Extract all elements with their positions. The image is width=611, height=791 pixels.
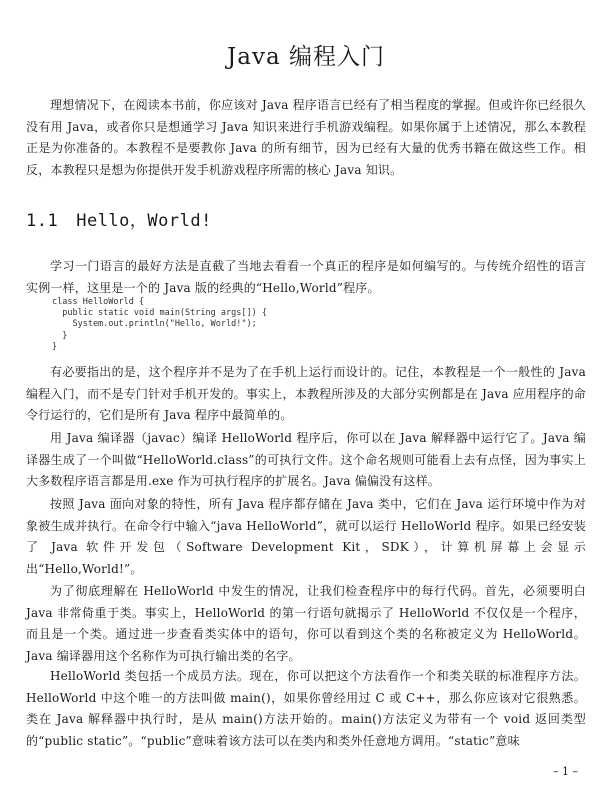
code-block — [52, 297, 267, 353]
section-number: 1.1 — [26, 211, 59, 231]
paragraph: 为了彻底理解在 HelloWorld 中发生的情况，让我们检查程序中的每行代码。首先，必须要明白 Java 非常倚重于类。事实上，HelloWorld 的第一行语句就揭示了 HelloWorld 不仅仅是一个程序，而且是一个类。通过进一步查看类实体中的语句，你可以看到这个类的名称被定义为 HelloWorld。Java 编译器用这个名称作为可执行输出类的名字。 — [26, 584, 586, 663]
document-page — [26, 0, 586, 791]
paragraph: HelloWorld 类包括一个成员方法。现在，你可以把这个方法看作一个和类关联的标准程序方法。HelloWorld 中这个唯一的方法叫做 main()，如果你曾经用过 C 或 C++，那么你应该对它很熟悉。类在 Java 解释器中执行时，是从 main()方法开始的。main()方法定义为带有一个 void 返回类型的“public static”。“public”意味着该方法可以在类内和类外任意地方调用。“static”意味 — [26, 669, 586, 748]
paragraph: 有必要指出的是，这个程序并不是为了在手机上运行而设计的。记住，本教程是一个一般性的 Java 编程入门，而不是专门针对手机开发的。事实上，本教程所涉及的大部分实例都是在 Java 应用程序的命令行运行的，它们是所有 Java 程序中最简单的。 — [26, 365, 586, 422]
paragraph: 用 Java 编译器（javac）编译 HelloWorld 程序后，你可以在 Java 解释器中运行它了。Java 编译器生成了一个叫做“HelloWorld.class”的可执行文件。这个命名规则可能看上去有点怪，因为事实上大多数程序语言都是用.exe 作为可执行程序的扩展名。Java 偏偏没有这样。 — [26, 431, 586, 488]
code-line: } — [52, 330, 68, 341]
section-title: Hello，World! — [76, 211, 212, 231]
code-line: public static void main(String args[]) { — [52, 308, 267, 319]
page-number: – 1 – — [553, 765, 578, 778]
intro-paragraph: 理想情况下，在阅读本书前，你应该对 Java 程序语言已经有了相当程度的掌握。但或许你已经很久没有用 Java，或者你只是想通学习 Java 知识来进行手机游戏编程。如果你属于上述情况，那么本教程正是为你准备的。本教程不是要教你 Java 的所有细节，因为已经有大量的优秀书籍在做这些工作。相反，本教程只是想为你提供开发手机游戏程序所需的核心 Java 知识。 — [26, 98, 586, 177]
code-line: } — [52, 341, 58, 352]
document-title: Java 编程入门 — [227, 44, 385, 70]
section-heading — [26, 206, 212, 231]
code-line: System.out.println("Hello, World!"); — [52, 319, 257, 330]
code-line: class HelloWorld { — [52, 297, 145, 307]
paragraph: 学习一门语言的最好方法是直截了当地去看看一个真正的程序是如何编写的。与传统介绍性的语言实例一样，这里是一个的 Java 版的经典的“Hello,World”程序。 — [26, 259, 586, 295]
paragraph: 按照 Java 面向对象的特性，所有 Java 程序都存储在 Java 类中，它们在 Java 运行环境中作为对象被生成并执行。在命令行中输入“java HelloWorld”，就可以运行 HelloWorld 程序。如果已经安装了 Java 软件开发包（Software Development Kit，SDK），计算机屏幕上会显示出“Hello,World!”。 — [26, 497, 586, 576]
